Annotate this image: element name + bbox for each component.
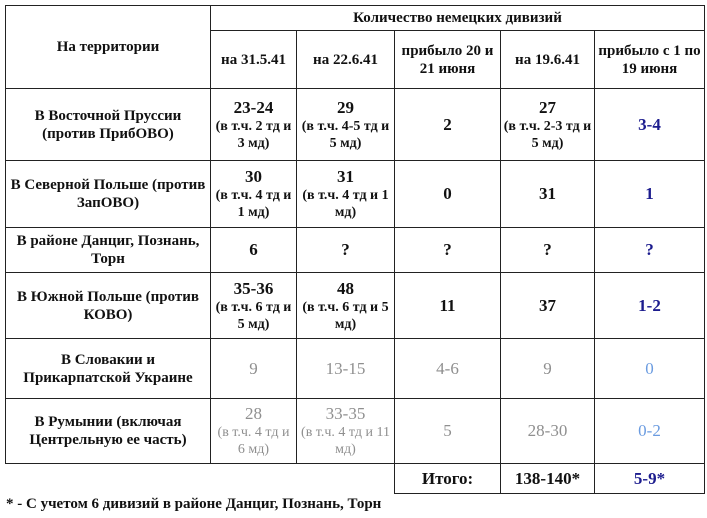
value-cell: 6: [211, 228, 297, 273]
value-cell: [297, 399, 395, 464]
value-cell: [211, 161, 297, 228]
territory-cell: В Восточной Пруссии (против ПрибОВО): [6, 89, 211, 161]
value-cell: [297, 89, 395, 161]
header-col: на 19.6.41: [501, 31, 595, 89]
value-note: (в т.ч. 4 тд и 6 мд): [217, 425, 290, 457]
value-cell: [211, 89, 297, 161]
value: 23-24: [233, 97, 274, 117]
empty-cell: [6, 464, 395, 494]
header-group: Количество немецких дивизий: [211, 6, 705, 31]
header-col: на 31.5.41: [211, 31, 297, 89]
value-cell: ?: [595, 228, 705, 273]
value-note: (в т.ч. 6 тд и 5 мд): [302, 299, 389, 332]
value-note: (в т.ч. 4 тд и 11 мд): [301, 425, 390, 457]
value-note: (в т.ч. 4-5 тд и 5 мд): [301, 118, 390, 151]
value: 33-35: [325, 404, 366, 423]
value-cell: 0: [395, 161, 501, 228]
territory-cell: В районе Данциг, Познань, Торн: [6, 228, 211, 273]
territory-cell: В Северной Польше (против ЗапОВО): [6, 161, 211, 228]
value-cell: ?: [297, 228, 395, 273]
value-cell: 9: [211, 339, 297, 399]
value-cell: ?: [501, 228, 595, 273]
value: 30: [245, 167, 262, 186]
territory-cell: В Южной Польше (против КОВО): [6, 273, 211, 339]
value-cell: 5: [395, 399, 501, 464]
table-row: [6, 339, 705, 399]
total-label: Итого:: [395, 464, 501, 494]
value-cell: 28-30: [501, 399, 595, 464]
value: 29: [337, 97, 354, 117]
value: 31: [337, 167, 354, 186]
value-cell: [297, 161, 395, 228]
header-territory: На территории: [6, 6, 211, 89]
table-row: [6, 89, 705, 161]
value-cell: [501, 89, 595, 161]
total-value: 138-140*: [501, 464, 595, 494]
value-cell: 31: [501, 161, 595, 228]
value-cell: [297, 273, 395, 339]
table-row: [6, 228, 705, 273]
table-row: [6, 161, 705, 228]
value-note: (в т.ч. 4 тд и 1 мд): [215, 188, 292, 220]
value-note: (в т.ч. 2-3 тд и 5 мд): [503, 118, 592, 151]
table-row: [6, 399, 705, 464]
value-cell: 4-6: [395, 339, 501, 399]
value-cell: 11: [395, 273, 501, 339]
value-cell: [211, 399, 297, 464]
header-col: прибыло с 1 по 19 июня: [595, 31, 705, 89]
value-cell: 1: [595, 161, 705, 228]
value: 27: [539, 97, 556, 117]
value-cell: [211, 273, 297, 339]
value-cell: 3-4: [595, 89, 705, 161]
total-arrived: 5-9*: [595, 464, 705, 494]
value-note: (в т.ч. 2 тд и 3 мд): [215, 118, 292, 151]
value-cell: 2: [395, 89, 501, 161]
value: 28: [245, 404, 262, 423]
territory-cell: В Словакии и Прикарпатской Украине: [6, 339, 211, 399]
header-col: на 22.6.41: [297, 31, 395, 89]
value-note: (в т.ч. 6 тд и 5 мд): [215, 299, 292, 332]
value: 48: [337, 278, 354, 298]
territory-cell: В Румынии (включая Центрельную ее часть): [6, 399, 211, 464]
total-row: [6, 464, 705, 494]
value-cell: 1-2: [595, 273, 705, 339]
value-cell: 37: [501, 273, 595, 339]
value-cell: 0-2: [595, 399, 705, 464]
header-col: прибыло 20 и 21 июня: [395, 31, 501, 89]
value-note: (в т.ч. 4 тд и 1 мд): [302, 188, 389, 220]
footnote: * - С учетом 6 дивизий в районе Данциг, Познань, Торн: [6, 496, 382, 512]
value-cell: 9: [501, 339, 595, 399]
divisions-table: [5, 5, 705, 494]
value: 35-36: [233, 278, 274, 298]
value-cell: 13-15: [297, 339, 395, 399]
table-row: [6, 273, 705, 339]
value-cell: ?: [395, 228, 501, 273]
value-cell: 0: [595, 339, 705, 399]
